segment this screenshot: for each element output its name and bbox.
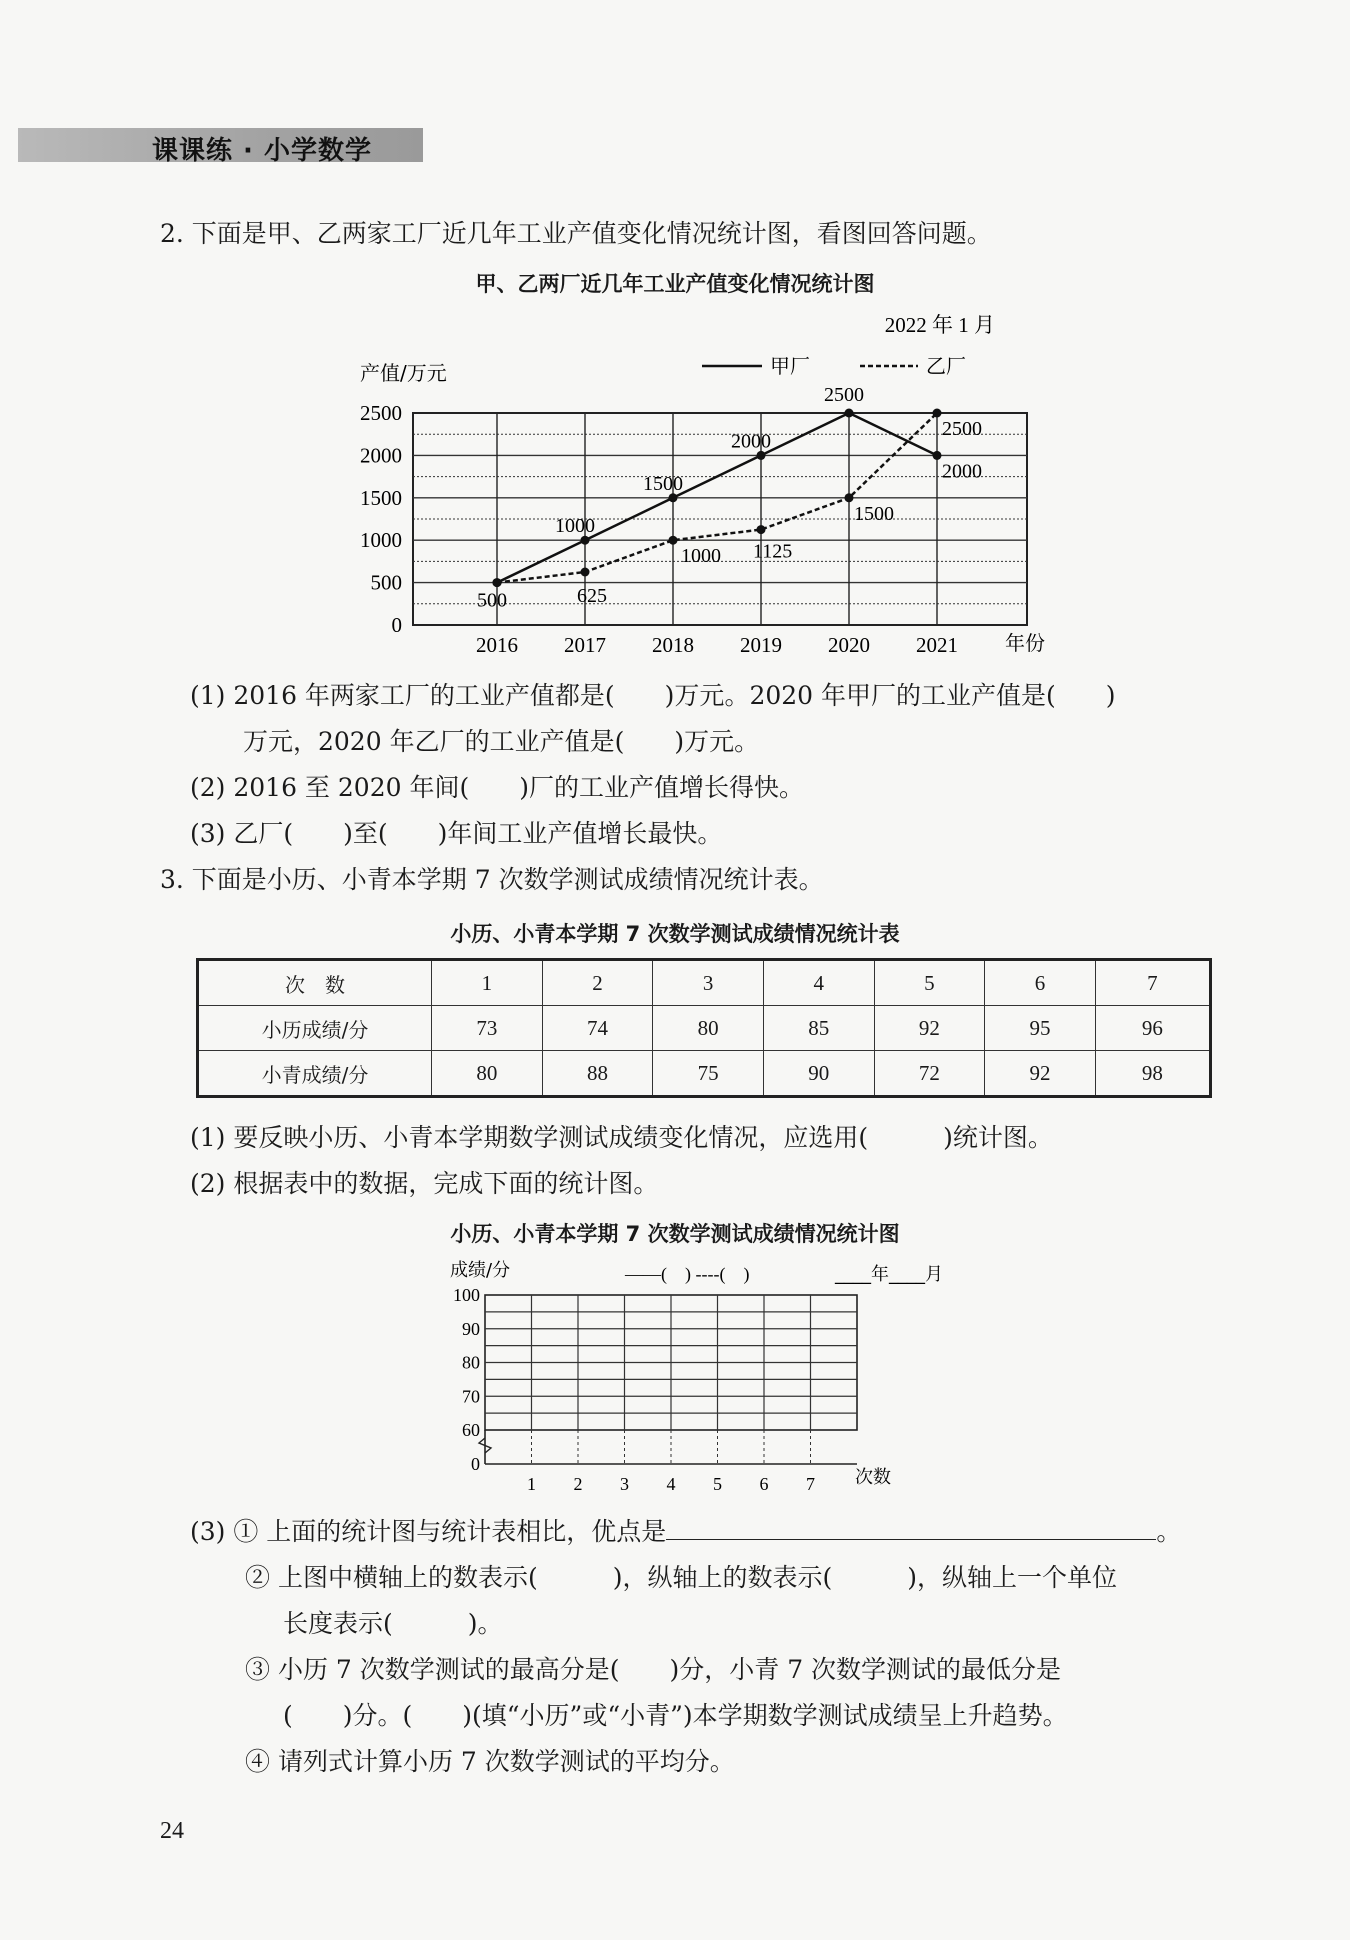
chart-grid [479, 1295, 857, 1464]
x-tick-label: 2016 [476, 633, 518, 657]
table-cell: 92 [985, 1051, 1096, 1097]
x-axis-label: 年份 [1005, 631, 1045, 655]
x-tick-label: 2019 [740, 633, 782, 657]
table-header-cell: 1 [432, 960, 543, 1006]
page-number: 24 [160, 1818, 184, 1844]
data-point [493, 578, 502, 587]
x-tick-label: 2018 [652, 633, 694, 657]
x-tick-label: 2021 [916, 633, 958, 657]
q2-sub3: (3) 乙厂( )至( )年间工业产值增长最快。 [190, 819, 723, 848]
x-tick-label: 7 [806, 1474, 815, 1494]
x-tick-label: 2 [573, 1474, 583, 1494]
q2-sub1-line2: 万元，2020 年乙厂的工业产值是( )万元。 [243, 727, 760, 756]
y-tick-label: 500 [370, 570, 402, 595]
table-header-cell: 5 [874, 960, 985, 1006]
table-cell: 80 [653, 1006, 764, 1051]
data-point [757, 525, 766, 534]
data-label: 625 [577, 585, 607, 607]
table-cell: 88 [542, 1051, 653, 1097]
table-cell: 98 [1095, 1051, 1210, 1097]
data-point [845, 409, 854, 418]
q2-sub2: (2) 2016 至 2020 年间( )厂的工业产值增长得快。 [190, 773, 804, 802]
y-tick-label: 2000 [360, 443, 402, 468]
y-tick-label: 100 [453, 1285, 480, 1305]
q3-sub3-2a: ② 上图中横轴上的数表示( )，纵轴上的数表示( )，纵轴上一个单位 [245, 1563, 1117, 1592]
table-cell: 92 [874, 1006, 985, 1051]
q3-sub3-3a: ③ 小历 7 次数学测试的最高分是( )分，小青 7 次数学测试的最低分是 [245, 1655, 1062, 1684]
x-tick-label: 4 [666, 1474, 676, 1494]
y-tick-label: 60 [462, 1420, 480, 1440]
row-label: 小历成绩/分 [198, 1006, 432, 1051]
q3-chart-caption: 小历、小青本学期 7 次数学测试成绩情况统计图 [450, 1222, 900, 1246]
table-cell: 73 [432, 1006, 543, 1051]
answer-blank[interactable] [666, 1517, 1156, 1540]
chart-legend [702, 354, 966, 378]
x-axis-label: 次数 [855, 1467, 891, 1488]
q3-sub3-4: ④ 请列式计算小历 7 次数学测试的平均分。 [245, 1747, 735, 1776]
x-tick-label: 6 [759, 1474, 769, 1494]
q3-sub3-1-text: (3) ① 上面的统计图与统计表相比，优点是 [190, 1517, 667, 1546]
x-tick-label: 2017 [564, 633, 606, 657]
y-tick-label: 80 [462, 1352, 480, 1373]
table-cell: 95 [985, 1006, 1096, 1051]
data-label: 2500 [942, 418, 982, 440]
data-label: 1125 [753, 540, 793, 563]
data-label: 1000 [555, 515, 595, 538]
legend-label: 乙厂 [926, 354, 966, 378]
table-cell: 75 [653, 1051, 764, 1097]
table-cell: 96 [1095, 1006, 1210, 1051]
table-header-cell: 2 [542, 960, 653, 1006]
table-header-cell: 次 数 [198, 960, 432, 1006]
q3-title: 3. 下面是小历、小青本学期 7 次数学测试成绩情况统计表。 [160, 865, 824, 894]
chart-date: 2022 年 1 月 [884, 313, 995, 337]
table-header-cell: 4 [763, 960, 874, 1006]
x-tick-label: 3 [620, 1474, 629, 1494]
y-tick-label: 90 [462, 1318, 480, 1339]
q3-sub3-1-end: 。 [1156, 1517, 1182, 1546]
table-cell: 90 [763, 1051, 874, 1097]
table-cell: 74 [542, 1006, 653, 1051]
table-cell: 72 [874, 1051, 985, 1097]
legend-label: 甲厂 [770, 354, 810, 378]
y-tick-label: 70 [462, 1386, 480, 1407]
row-label: 小青成绩/分 [198, 1051, 432, 1097]
book-title: 课课练 · 小学数学 [152, 136, 372, 166]
x-tick-label: 5 [713, 1474, 722, 1494]
data-point [933, 409, 942, 418]
q2-title: 2. 下面是甲、乙两家工厂近几年工业产值变化情况统计图，看图回答问题。 [160, 219, 992, 248]
q3-sub1: (1) 要反映小历、小青本学期数学测试成绩变化情况，应选用( )统计图。 [190, 1123, 1053, 1152]
q2-line-chart [0, 300, 1350, 700]
q3-blank-chart [0, 1250, 1350, 1510]
q2-chart-caption: 甲、乙两厂近几年工业产值变化情况统计图 [475, 272, 875, 296]
table-header-cell: 6 [985, 960, 1096, 1006]
x-tick-label: 1 [527, 1474, 536, 1494]
y-tick-labels [360, 401, 402, 637]
data-label: 2000 [942, 460, 982, 483]
q2-sub1-line1: (1) 2016 年两家工厂的工业产值都是( )万元。2020 年甲厂的工业产值是( ) [190, 681, 1116, 710]
table-cell: 80 [432, 1051, 543, 1097]
q3-sub2: (2) 根据表中的数据，完成下面的统计图。 [190, 1169, 659, 1198]
y-tick-label: 2500 [360, 401, 402, 425]
x-tick-label: 2020 [828, 633, 870, 657]
y-tick-label: 0 [471, 1454, 480, 1474]
data-point [845, 493, 854, 502]
x-tick-labels [527, 1474, 815, 1494]
y-tick-label: 0 [391, 613, 402, 637]
data-label: 500 [477, 589, 507, 612]
table-header-row [198, 960, 1211, 1006]
data-point [669, 536, 678, 545]
legend-blank: ——( ) ----( ) [625, 1264, 750, 1284]
data-label: 2500 [824, 384, 864, 406]
data-label: 1500 [854, 502, 894, 525]
y-tick-labels [453, 1285, 480, 1474]
table-row [198, 1006, 1211, 1051]
y-axis-label: 产值/万元 [360, 361, 447, 385]
data-label: 2000 [731, 430, 771, 453]
table-header-cell: 7 [1095, 960, 1210, 1006]
q3-sub3-3b: ( )分。( )(填“小历”或“小青”)本学期数学测试成绩呈上升趋势。 [283, 1701, 1068, 1730]
q3-table-caption: 小历、小青本学期 7 次数学测试成绩情况统计表 [450, 922, 900, 946]
data-label: 1000 [681, 545, 721, 568]
y-tick-label: 1500 [360, 485, 402, 510]
y-tick-label: 1000 [360, 528, 402, 553]
data-label: 1500 [643, 472, 683, 495]
table-cell: 85 [763, 1006, 874, 1051]
data-point [581, 568, 590, 577]
date-blank: ____年____月 [835, 1264, 943, 1285]
scores-table [196, 958, 1212, 1098]
data-point [933, 451, 942, 460]
table-header-cell: 3 [653, 960, 764, 1006]
table-row [198, 1051, 1211, 1097]
q3-sub3-1 [190, 1512, 1181, 1548]
y-axis-label: 成绩/分 [450, 1260, 511, 1281]
q3-sub3-2b: 长度表示( )。 [283, 1609, 503, 1638]
x-tick-labels [476, 633, 958, 657]
